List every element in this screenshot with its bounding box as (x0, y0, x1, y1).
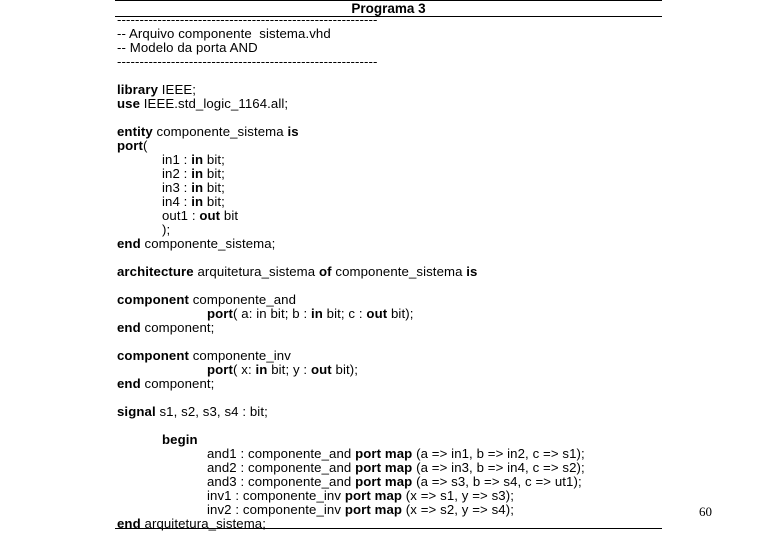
code-text: s1, s2, s3, s4 : bit; (155, 404, 268, 419)
code-line (117, 13, 378, 27)
code-text: ( a: in bit; b : (233, 306, 311, 321)
code-text: (x => s2, y => s4); (402, 502, 514, 517)
code-text: bit; (203, 180, 225, 195)
keyword: port (207, 306, 234, 321)
program-title: Programa 3 (351, 1, 426, 16)
keyword: out (366, 306, 388, 321)
code-text: in1 : (162, 152, 192, 167)
keyword: port map (344, 502, 403, 517)
code-text: -- Arquivo componente sistema.vhd (117, 26, 331, 41)
keyword: in (310, 306, 323, 321)
keyword: is (466, 264, 478, 279)
code-line (207, 307, 413, 321)
code-line (207, 489, 514, 503)
keyword: end (117, 516, 141, 531)
code-text: bit; c : (322, 306, 367, 321)
keyword: use (117, 96, 141, 111)
keyword: port (207, 362, 234, 377)
keyword: end (117, 320, 141, 335)
code-line (117, 83, 196, 97)
keyword: end (117, 376, 141, 391)
keyword: in (191, 166, 204, 181)
code-text: ( x: (233, 362, 256, 377)
keyword: out (199, 208, 221, 223)
code-line (207, 461, 585, 475)
keyword: port (117, 138, 144, 153)
keyword: in (191, 152, 204, 167)
keyword: begin (162, 432, 198, 447)
code-text: in3 : (162, 180, 192, 195)
keyword: library (117, 82, 159, 97)
keyword: architecture (117, 264, 194, 279)
code-text: componente_and (188, 292, 297, 307)
code-text: component; (140, 376, 215, 391)
code-text: bit; y : (267, 362, 311, 377)
code-text: componente_sistema (152, 124, 288, 139)
code-text: IEEE; (158, 82, 197, 97)
code-line (162, 153, 225, 167)
code-line (162, 209, 238, 223)
code-line (117, 377, 214, 391)
code-line (207, 363, 358, 377)
code-text: inv1 : componente_inv (207, 488, 345, 503)
code-text: -- Modelo da porta AND (117, 40, 258, 55)
code-text: component; (140, 320, 215, 335)
code-line (207, 475, 582, 489)
keyword: component (117, 348, 189, 363)
keyword: in (255, 362, 268, 377)
code-line (117, 265, 478, 279)
keyword: end (117, 236, 141, 251)
code-text: ); (162, 222, 171, 237)
keyword: component (117, 292, 189, 307)
code-text: and1 : componente_and (207, 446, 356, 461)
code-text: in2 : (162, 166, 192, 181)
code-text: inv2 : componente_inv (207, 502, 345, 517)
code-line (162, 223, 170, 237)
keyword: of (318, 264, 332, 279)
code-line (117, 41, 258, 55)
code-line (117, 321, 214, 335)
code-line (117, 55, 378, 69)
code-line (117, 405, 268, 419)
keyword: port map (344, 488, 403, 503)
code-text: bit; (203, 152, 225, 167)
code-text: in4 : (162, 194, 192, 209)
bottom-rule (115, 528, 662, 529)
code-text: and3 : componente_and (207, 474, 356, 489)
code-text: bit; (203, 166, 225, 181)
page-number: 60 (699, 504, 712, 519)
keyword: in (191, 194, 204, 209)
code-line (117, 237, 275, 251)
code-text: (a => s3, b => s4, c => ut1); (412, 474, 582, 489)
code-line (117, 27, 331, 41)
code-text: bit); (331, 362, 359, 377)
code-text: out1 : (162, 208, 200, 223)
code-line (207, 447, 585, 461)
code-line (117, 349, 291, 363)
code-text: ---------------------------------------------------------- (117, 12, 378, 27)
code-line (207, 503, 514, 517)
code-text: arquitetura_sistema; (140, 516, 266, 531)
code-line (117, 139, 148, 153)
code-line (162, 433, 198, 447)
code-text: (a => in1, b => in2, c => s1); (412, 446, 585, 461)
code-text: ( (143, 138, 148, 153)
keyword: out (310, 362, 332, 377)
keyword: port map (355, 446, 413, 461)
code-text: and2 : componente_and (207, 460, 356, 475)
code-text: arquitetura_sistema (193, 264, 319, 279)
keyword: is (287, 124, 299, 139)
keyword: entity (117, 124, 153, 139)
code-text: (x => s1, y => s3); (402, 488, 514, 503)
code-line (117, 97, 288, 111)
code-text: componente_inv (188, 348, 291, 363)
code-text: (a => in3, b => in4, c => s2); (412, 460, 585, 475)
keyword: in (191, 180, 204, 195)
keyword: signal (117, 404, 156, 419)
keyword: port map (355, 474, 413, 489)
code-text: bit; (203, 194, 225, 209)
code-text: componente_sistema; (140, 236, 276, 251)
code-text: IEEE.std_logic_1164.all; (140, 96, 289, 111)
code-line (162, 181, 225, 195)
code-line (162, 195, 225, 209)
code-line (162, 167, 225, 181)
code-text: componente_sistema (331, 264, 467, 279)
code-line (117, 293, 296, 307)
code-line (117, 125, 299, 139)
code-text: bit); (387, 306, 414, 321)
code-text: bit (220, 208, 239, 223)
code-text: ---------------------------------------------------------- (117, 54, 378, 69)
keyword: port map (355, 460, 413, 475)
